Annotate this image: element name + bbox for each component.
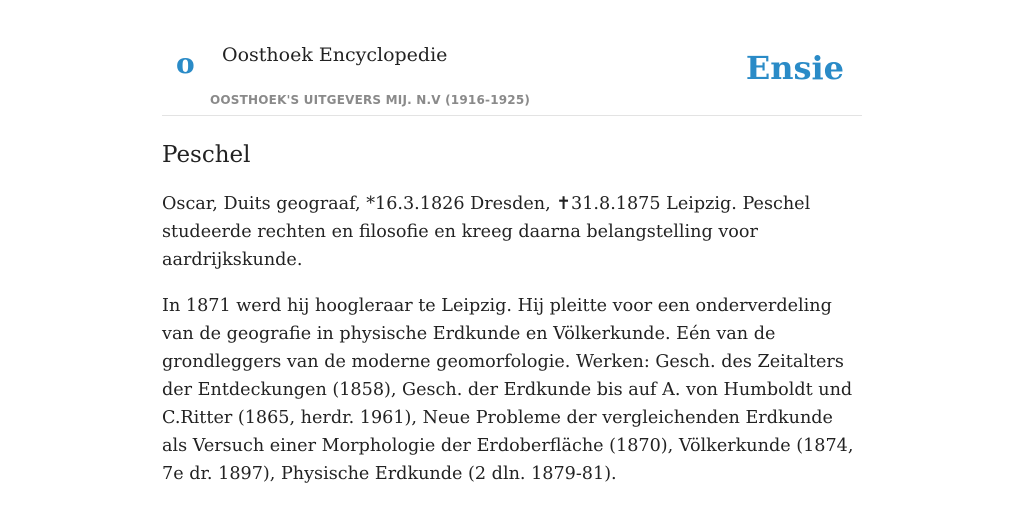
entry-paragraph-1: Oscar, Duits geograaf, *16.3.1826 Dresden, ✝31.8.1875 Leipzig. Peschel studeerde rechten en filosofie en kreeg daarna belangstelling voor aardrijkskunde. <box>162 194 811 270</box>
publisher-label: OOSTHOEK'S UITGEVERS MIJ. N.V (1916-1925) <box>210 93 531 107</box>
entry-title: Peschel <box>162 142 251 168</box>
entry-paragraph-2: In 1871 werd hij hoogleraar te Leipzig. Hij pleitte voor een onderverdeling van de geografie in physische Erdkunde en Völkerkunde. Eén van de grondleggers van de moderne geomorfologie. Werken: Gesch. des Zeitalters der Entdeckungen (1858), Gesch. der Erdkunde bis auf A. von Humboldt und C.Ritter (1865, herdr. 1961), Neue Probleme der vergleichenden Erdkunde als Versuch einer Morphologie der Erdoberfläche (1870), Völkerkunde (1874, 7e dr. 1897), Physische Erdkunde (2 dln. 1879-81). <box>162 296 854 484</box>
site-header <box>162 0 862 116</box>
ensie-brand-logo[interactable]: Ensie <box>745 49 844 87</box>
content-container <box>162 0 862 488</box>
encyclopedia-title[interactable]: Oosthoek Encyclopedie <box>222 44 448 66</box>
encyclopedia-logo[interactable]: o <box>176 47 195 80</box>
